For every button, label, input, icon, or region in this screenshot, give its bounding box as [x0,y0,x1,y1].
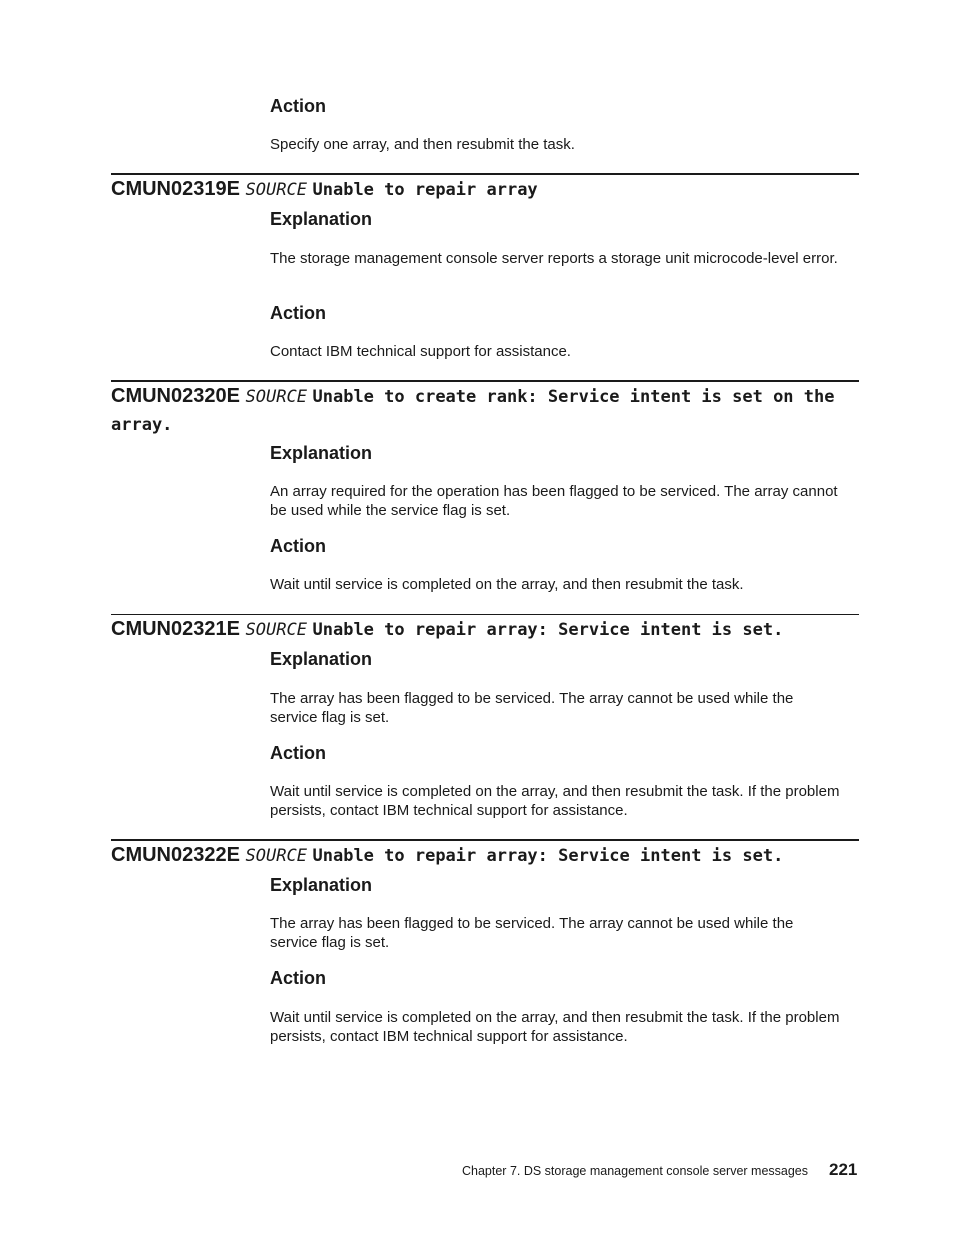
action-text: Wait until service is completed on the array, and then resubmit the task. If the problem persists, contact IBM technical support for assistance. [270,1009,840,1045]
message-code: CMUN02321E [111,618,240,640]
message-heading-cmun02322e [111,842,861,870]
explanation-text: The array has been flagged to be serviced. The array cannot be used while the service flag is set. [270,915,794,951]
message-divider [111,614,859,615]
action-heading: Action [270,303,326,323]
action-text: Contact IBM technical support for assistance. [270,343,571,360]
message-title: Unable to repair array: Service intent is set. [312,846,784,866]
message-heading-cmun02320e [111,383,861,439]
action-heading: Action [270,968,326,988]
explanation-text: The array has been flagged to be serviced. The array cannot be used while the service flag is set. [270,690,794,726]
message-title: Unable to create rank: Service intent is set on the array. [111,387,835,435]
message-heading-cmun02321e [111,616,861,644]
message-code: CMUN02322E [111,844,240,866]
intro-action-heading: Action [270,96,326,116]
intro-action-text: Specify one array, and then resubmit the task. [270,136,575,153]
explanation-heading: Explanation [270,209,373,229]
message-title: Unable to repair array [312,180,538,200]
page-number: 221 [829,1160,858,1179]
message-source: SOURCE [245,846,307,866]
message-source: SOURCE [245,620,307,640]
footer-chapter: Chapter 7. DS storage management console server messages [462,1164,809,1178]
explanation-text: The storage management console server reports a storage unit microcode-level error. [270,250,838,267]
message-divider [111,839,859,841]
action-heading: Action [270,536,326,556]
message-code: CMUN02319E [111,178,240,200]
message-source: SOURCE [245,387,307,407]
explanation-heading: Explanation [270,443,373,463]
message-divider [111,173,859,175]
message-source: SOURCE [245,180,307,200]
action-text: Wait until service is completed on the array, and then resubmit the task. [270,576,744,593]
message-title: Unable to repair array: Service intent is set. [312,620,784,640]
explanation-heading: Explanation [270,649,373,669]
message-code: CMUN02320E [111,385,240,407]
message-divider [111,380,859,382]
explanation-heading: Explanation [270,875,373,895]
action-heading: Action [270,743,326,763]
explanation-text: An array required for the operation has been flagged to be serviced. The array cannot be used while the service flag is set. [270,483,838,519]
action-text: Wait until service is completed on the array, and then resubmit the task. If the problem persists, contact IBM technical support for assistance. [270,783,840,819]
message-heading-cmun02319e [111,176,861,204]
